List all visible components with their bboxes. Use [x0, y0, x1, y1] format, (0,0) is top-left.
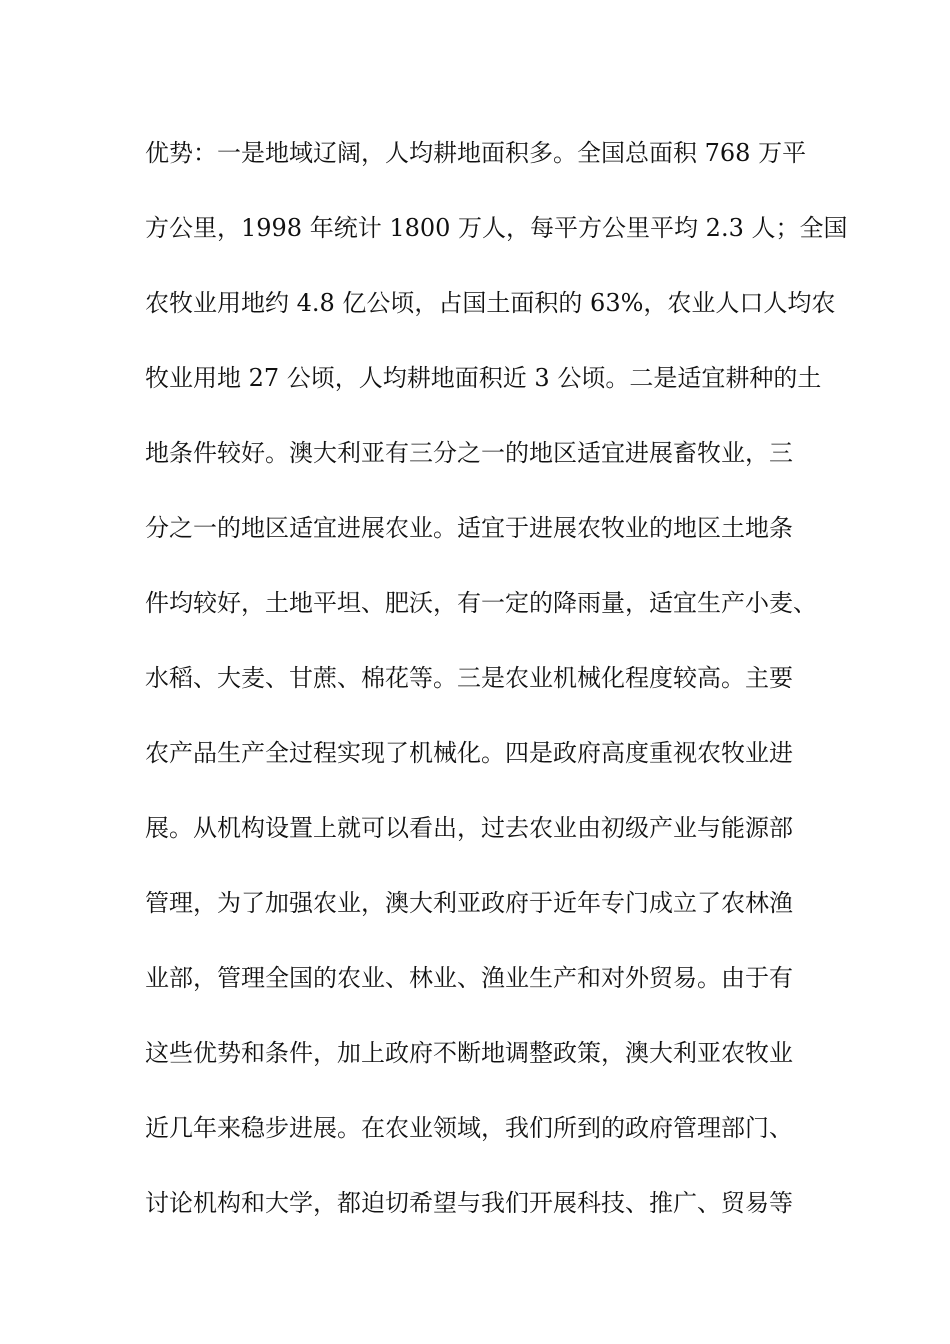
text-line-10: 展。从机构设置上就可以看出，过去农业由初级产业与能源部 [145, 814, 793, 842]
text-line-15: 讨论机构和大学，都迫切希望与我们开展科技、推广、贸易等 [145, 1189, 793, 1217]
text-line-1: 优势：一是地域辽阔，人均耕地面积多。全国总面积 768 万平 [145, 139, 807, 167]
text-line-9: 农产品生产全过程实现了机械化。四是政府高度重视农牧业进 [145, 739, 793, 767]
text-line-8: 水稻、大麦、甘蔗、棉花等。三是农业机械化程度较高。主要 [145, 664, 793, 692]
text-line-13: 这些优势和条件，加上政府不断地调整政策，澳大利亚农牧业 [145, 1039, 793, 1067]
body-paragraph [145, 131, 848, 1256]
text-line-4: 牧业用地 27 公顷，人均耕地面积近 3 公顷。二是适宜耕种的土 [145, 364, 822, 392]
text-line-2: 方公里，1998 年统计 1800 万人，每平方公里平均 2.3 人；全国 [145, 214, 848, 242]
text-line-3: 农牧业用地约 4.8 亿公顷，占国土面积的 63%，农业人口人均农 [145, 289, 836, 317]
text-line-11: 管理，为了加强农业，澳大利亚政府于近年专门成立了农林渔 [145, 889, 793, 917]
text-line-14: 近几年来稳步进展。在农业领域，我们所到的政府管理部门、 [145, 1114, 793, 1142]
text-line-12: 业部，管理全国的农业、林业、渔业生产和对外贸易。由于有 [145, 964, 793, 992]
text-line-6: 分之一的地区适宜进展农业。适宜于进展农牧业的地区土地条 [145, 514, 793, 542]
text-line-7: 件均较好，土地平坦、肥沃，有一定的降雨量，适宜生产小麦、 [145, 589, 817, 617]
text-line-5: 地条件较好。澳大利亚有三分之一的地区适宜进展畜牧业，三 [145, 439, 793, 467]
